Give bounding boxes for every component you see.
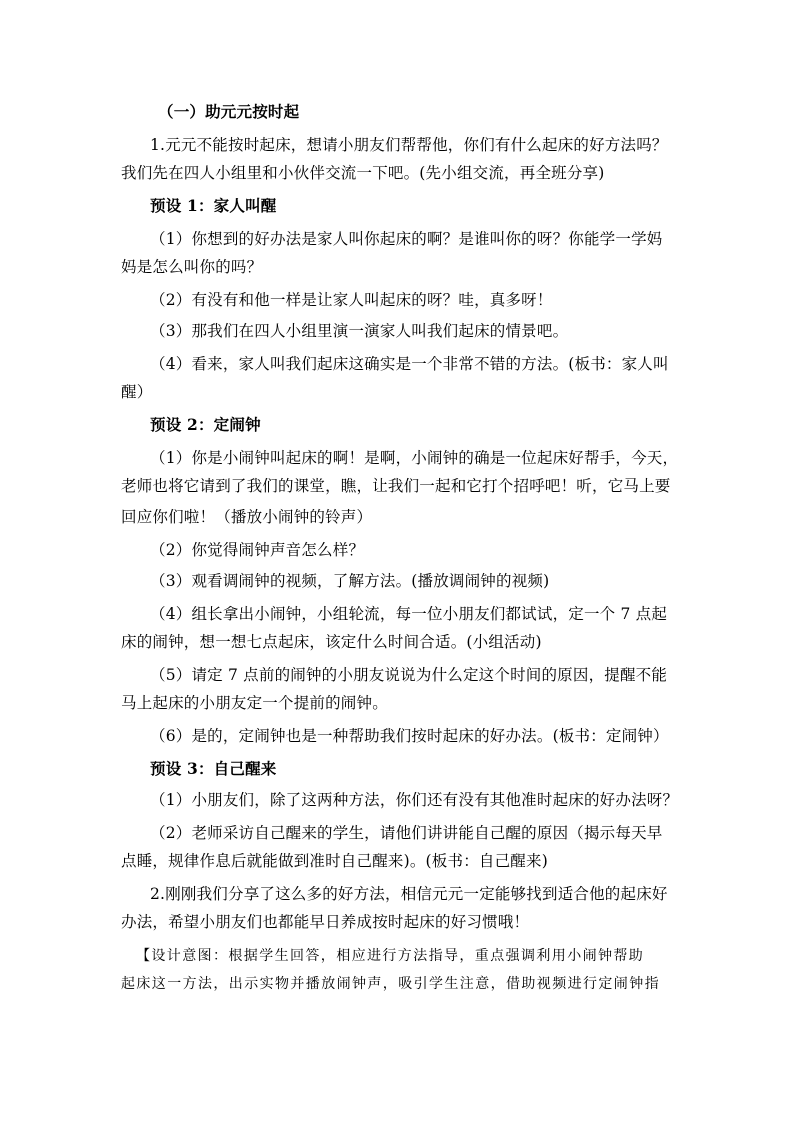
paragraph-line: （3）那我们在四人小组里演一演家人叫我们起床的情景吧。 (150, 322, 569, 340)
paragraph-line: （1）你是小闹钟叫起床的啊！是啊，小闹钟的确是一位起床好帮手，今天， (150, 449, 679, 467)
section-title: （一）助元元按时起 (158, 102, 300, 121)
paragraph-line: 马上起床的小朋友定一个提前的闹钟。 (121, 694, 388, 712)
paragraph-line: 2.刚刚我们分享了这么多的好方法，相信元元一定能够找到适合他的起床好 (150, 885, 668, 903)
paragraph-line: （6）是的，定闹钟也是一种帮助我们按时起床的好办法。(板书：定闹钟） (150, 727, 669, 745)
paragraph-line: （4）组长拿出小闹钟，小组轮流，每一位小朋友们都试试，定一个 7 点起 (150, 605, 668, 623)
preset-heading: 预设 3：自己醒来 (150, 759, 277, 778)
paragraph-line: 回应你们啦！（播放小闹钟的铃声） (121, 508, 373, 526)
paragraph-line: （2）有没有和他一样是让家人叫起床的呀？哇，真多呀！ (150, 291, 553, 309)
paragraph-line: （3）观看调闹钟的视频，了解方法。(播放调闹钟的视频) (150, 572, 550, 590)
paragraph-line: 我们先在四人小组里和小伙伴交流一下吧。(先小组交流，再全班分享) (121, 164, 605, 182)
paragraph-line: 床的闹钟，想一想七点起床，该定什么时间合适。(小组活动) (121, 633, 542, 651)
paragraph-line: 老师也将它请到了我们的课堂，瞧，让我们一起和它打个招呼吧！听，它马上要 (121, 477, 671, 495)
paragraph-line: 醒） (121, 383, 153, 401)
preset-heading: 预设 2：定闹钟 (150, 415, 261, 434)
design-intent-line: 【设计意图：根据学生回答，相应进行方法指导，重点强调利用小闹钟帮助 (136, 948, 645, 964)
paragraph-line: （4）看来，家人叫我们起床这确实是一个非常不错的方法。(板书：家人叫 (150, 355, 669, 373)
paragraph-line: （1）小朋友们，除了这两种方法，你们还有没有其他准时起床的好办法呀？ (150, 791, 679, 809)
paragraph-line: 办法，希望小朋友们也都能早日养成按时起床的好习惯哦！ (121, 913, 530, 931)
paragraph-line: 1.元元不能按时起床，想请小朋友们帮帮他，你们有什么起床的好方法吗？ (150, 136, 668, 154)
paragraph-line: （5）请定 7 点前的闹钟的小朋友说说为什么定这个时间的原因，提醒不能 (150, 666, 668, 684)
paragraph-line: （2）你觉得闹钟声音怎么样？ (150, 541, 365, 559)
preset-heading: 预设 1：家人叫醒 (150, 196, 277, 215)
paragraph-line: 点睡，规律作息后就能做到准时自己醒来)。(板书：自己醒来) (121, 852, 548, 870)
design-intent-line: 起床这一方法，出示实物并播放闹钟声，吸引学生注意，借助视频进行定闹钟指 (121, 976, 660, 992)
paragraph-line: （2）老师采访自己醒来的学生，请他们讲讲能自己醒的原因（揭示每天早 (150, 824, 663, 842)
paragraph-line: （1）你想到的好办法是家人叫你起床的啊？是谁叫你的呀？你能学一学妈 (150, 230, 663, 248)
paragraph-line: 妈是怎么叫你的吗？ (121, 258, 263, 276)
